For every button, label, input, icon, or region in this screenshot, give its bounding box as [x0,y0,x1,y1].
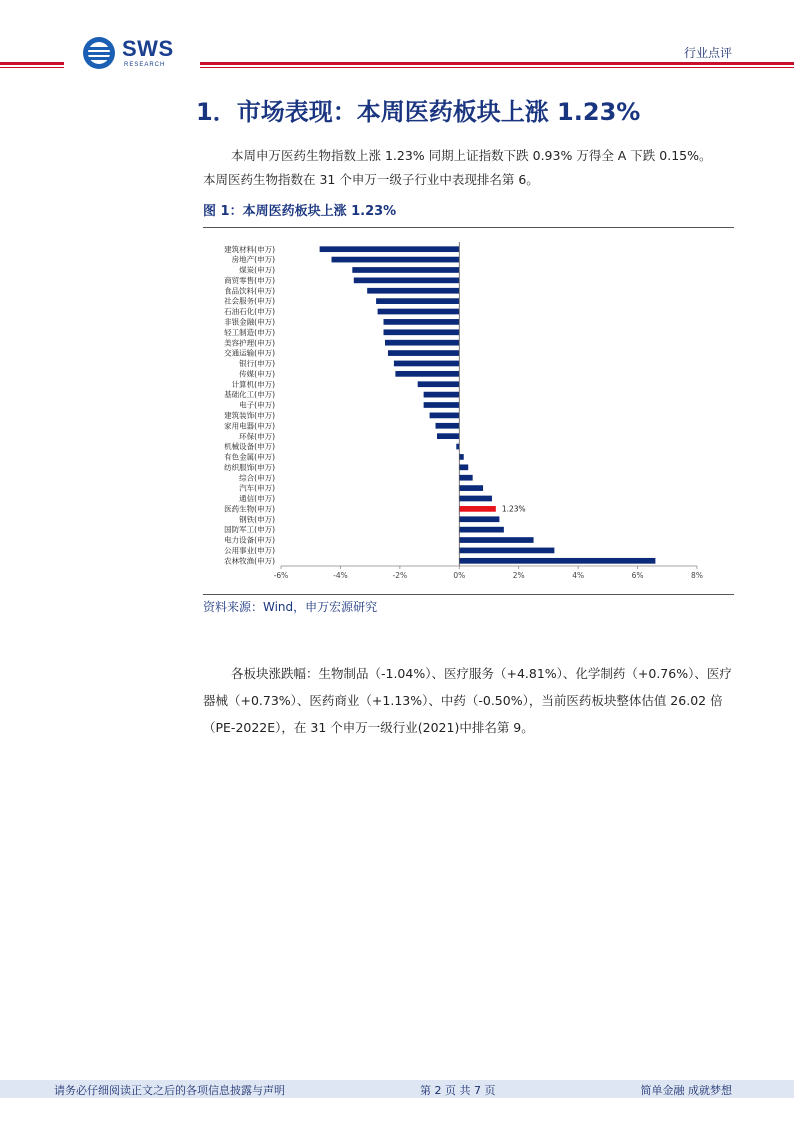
category-label: 非银金融(申万) [224,317,275,327]
category-label: 商贸零售(申万) [224,275,275,285]
category-label: 基础化工(申万) [224,390,275,400]
category-label: 传媒(申万) [239,369,275,379]
header-rule-left [0,62,64,68]
category-label: 纺织服饰(申万) [224,462,275,472]
bar [354,277,459,283]
bar [459,558,655,564]
x-tick-label: 4% [572,571,585,580]
bar [424,402,460,408]
bar [384,319,460,325]
category-label: 通信(申万) [239,494,275,504]
footer-disclaimer: 请务必仔细阅读正文之后的各项信息披露与声明 [54,1084,285,1097]
bar [388,350,459,356]
category-label: 计算机(申万) [231,379,275,389]
category-label: 电子(申万) [239,400,275,410]
category-label: 综合(申万) [239,473,275,483]
bar [376,298,459,304]
bar [436,423,460,429]
intro-paragraph [203,144,734,192]
intro-line-1: 本周申万医药生物指数上涨 1.23% 同期上证指数下跌 0.93% 万得全 A 下跌 0.15%。 [231,148,712,163]
bar [459,485,483,491]
bar [384,329,460,335]
figure-title: 图 1：本周医药板块上涨 1.23% [203,204,397,219]
bar [352,267,459,273]
category-label: 美容护理(申万) [224,338,275,348]
figure-bottom-rule [203,594,734,595]
category-label: 环保(申万) [239,431,275,441]
chart-svg [203,230,734,592]
x-tick-label: -4% [333,571,348,580]
category-label: 农林牧渔(申万) [224,556,275,566]
category-label: 电力设备(申万) [224,535,275,545]
bar [332,257,460,263]
category-label: 社会服务(申万) [224,296,275,306]
figure-top-rule [203,227,734,228]
bar [320,246,460,252]
bar [459,537,533,543]
bar [459,454,463,460]
x-tick-label: 2% [512,571,525,580]
category-label: 房地产(申万) [231,255,275,265]
bar [456,444,459,450]
x-tick-label: -6% [273,571,289,580]
bar [395,371,459,377]
detail-text: 各板块涨跌幅：生物制品（-1.04%）、医疗服务（+4.81%）、化学制药（+0.76%）、医疗器械（+0.73%）、医药商业（+1.13%）、中药（-0.50%），当前医药板块整体估值 26.02 倍（PE-2022E），在 31 个申万一级行业(2021)中排名第 9。 [203,666,732,735]
page-footer [0,1080,794,1098]
x-tick-label: 8% [691,571,703,580]
data-label-highlight: 1.23% [501,504,526,514]
bar [367,288,459,294]
category-label: 公用事业(申万) [224,546,275,556]
category-label: 国防军工(申万) [224,525,275,535]
bar [459,475,472,481]
category-label: 轻工制造(申万) [224,327,275,337]
bar [459,496,492,502]
category-label: 机械设备(申万) [224,442,275,452]
intro-line-2: 本周医药生物指数在 31 个申万一级子行业中表现排名第 6。 [203,172,539,187]
category-label: 家用电器(申万) [224,421,275,431]
footer-slogan: 简单金融 成就梦想 [640,1084,732,1097]
category-label: 汽车(申万) [239,483,275,493]
report-type-tag: 行业点评 [683,46,732,60]
category-label: 煤炭(申万) [239,265,275,275]
figure-source: 资料来源：Wind，申万宏源研究 [203,600,378,614]
bar [459,548,554,554]
sws-logo [82,34,192,74]
category-label: 交通运输(申万) [224,348,275,358]
category-label: 石油石化(申万) [224,307,275,317]
sector-performance-chart [203,230,734,592]
category-label: 医药生物(申万) [224,504,275,514]
footer-page-number: 第 2 页 共 7 页 [420,1084,496,1097]
bar [459,516,499,522]
x-tick-label: 6% [631,571,644,580]
bar [378,309,460,315]
category-label: 银行(申万) [239,359,275,369]
bar [394,361,459,367]
sws-logo-icon [82,36,116,70]
category-label: 钢铁(申万) [239,514,275,524]
x-tick-label: 0% [453,571,466,580]
bar [437,433,459,439]
category-label: 食品饮料(申万) [224,286,275,296]
header-rule-right [200,62,794,68]
bar [418,381,460,387]
bar [430,413,460,419]
section-title: 1．市场表现：本周医药板块上涨 1.23% [196,98,641,126]
bar [459,464,468,470]
bar [459,527,504,533]
logo-text: SWS [122,36,174,61]
bar-highlight [459,506,496,512]
logo-subtext: RESEARCH [124,62,166,68]
detail-paragraph [203,660,734,741]
x-tick-label: -2% [392,571,408,580]
category-label: 建筑材料(申万) [224,244,275,254]
bar [385,340,459,346]
category-label: 有色金属(申万) [224,452,275,462]
bar [424,392,460,398]
category-label: 建筑装饰(申万) [224,410,275,420]
